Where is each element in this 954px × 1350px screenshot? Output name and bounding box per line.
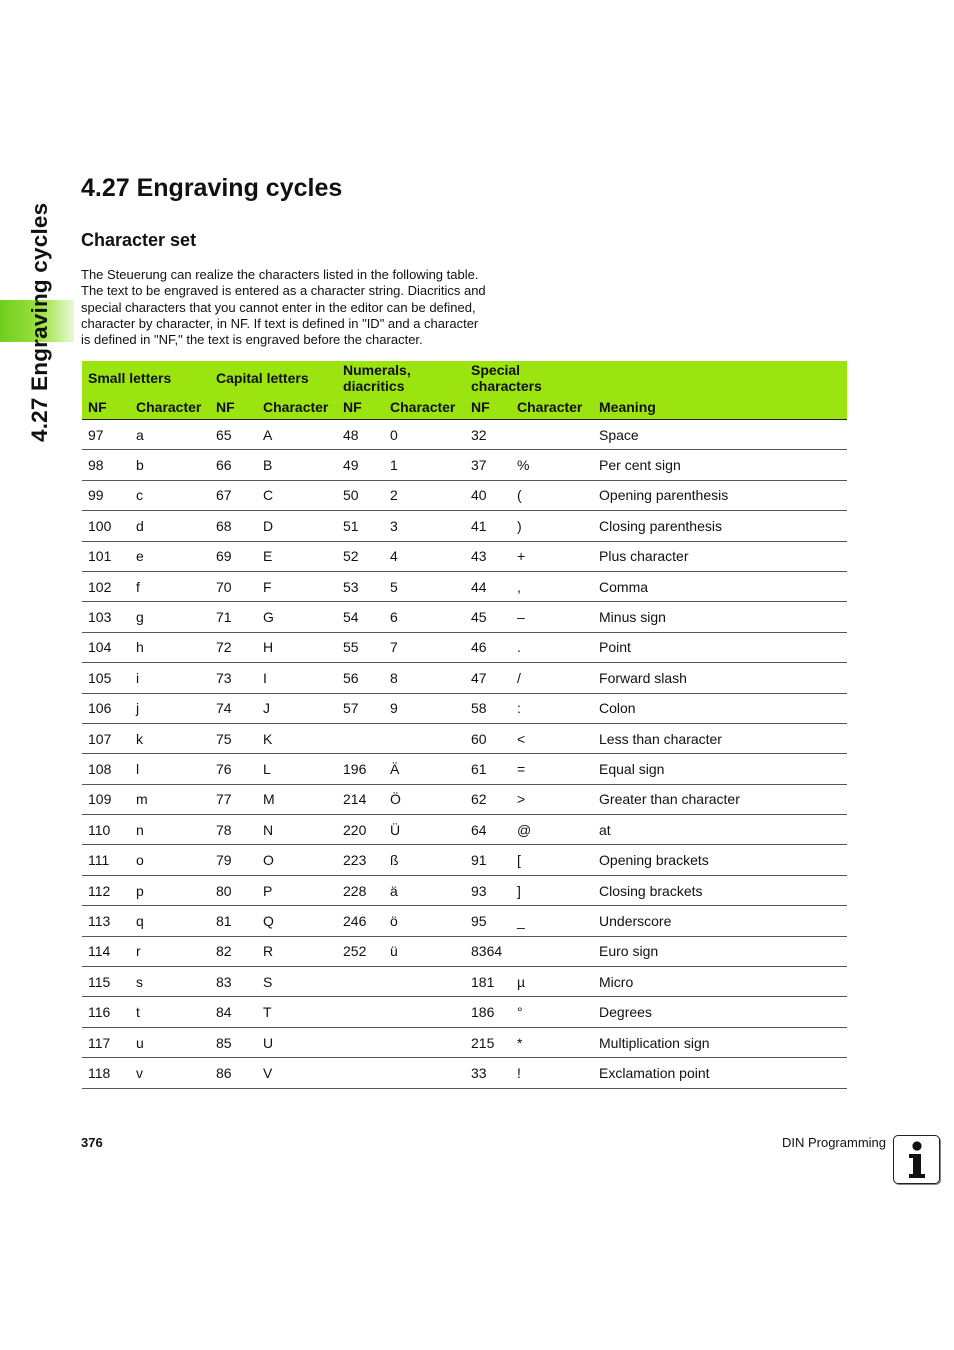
- column-header: NF: [82, 394, 130, 420]
- table-cell: 103: [82, 602, 130, 632]
- table-cell: M: [257, 784, 337, 814]
- table-cell: at: [593, 815, 847, 845]
- table-cell: Per cent sign: [593, 450, 847, 480]
- table-cell: K: [257, 723, 337, 753]
- column-header: NF: [210, 394, 257, 420]
- table-row: [82, 602, 847, 632]
- table-cell: p: [130, 875, 210, 905]
- table-cell: 32: [465, 420, 511, 450]
- table-cell: 84: [210, 997, 257, 1027]
- table-cell: J: [257, 693, 337, 723]
- table-cell: r: [130, 936, 210, 966]
- table-row: [82, 571, 847, 601]
- table-cell: :: [511, 693, 593, 723]
- table-cell: S: [257, 967, 337, 997]
- table-cell: U: [257, 1027, 337, 1057]
- table-cell: 86: [210, 1058, 257, 1088]
- table-cell: 0: [384, 420, 465, 450]
- table-cell: 66: [210, 450, 257, 480]
- table-cell: 117: [82, 1027, 130, 1057]
- table-cell: 48: [337, 420, 384, 450]
- table-cell: 6: [384, 602, 465, 632]
- table-cell: 47: [465, 663, 511, 693]
- table-cell: L: [257, 754, 337, 784]
- table-cell: Degrees: [593, 997, 847, 1027]
- table-cell: O: [257, 845, 337, 875]
- table-cell: m: [130, 784, 210, 814]
- table-cell: 246: [337, 906, 384, 936]
- intro-line: The text to be engraved is entered as a character string. Diacritics and: [81, 283, 486, 299]
- table-cell: Ö: [384, 784, 465, 814]
- table-cell: [384, 1027, 465, 1057]
- table-cell: E: [257, 541, 337, 571]
- table-row: [82, 845, 847, 875]
- table-row: [82, 967, 847, 997]
- table-cell: 37: [465, 450, 511, 480]
- table-cell: 105: [82, 663, 130, 693]
- table-cell: 53: [337, 571, 384, 601]
- table-cell: Opening parenthesis: [593, 480, 847, 510]
- sidebar-chapter-title: 4.27 Engraving cycles: [27, 202, 52, 442]
- table-cell: 220: [337, 815, 384, 845]
- table-cell: 107: [82, 723, 130, 753]
- table-cell: 64: [465, 815, 511, 845]
- table-cell: Forward slash: [593, 663, 847, 693]
- table-cell: Plus character: [593, 541, 847, 571]
- table-cell: 8: [384, 663, 465, 693]
- table-cell: 58: [465, 693, 511, 723]
- table-cell: 118: [82, 1058, 130, 1088]
- table-cell: 110: [82, 815, 130, 845]
- table-cell: 62: [465, 784, 511, 814]
- table-cell: 9: [384, 693, 465, 723]
- intro-line: special characters that you cannot enter in the editor can be defined,: [81, 299, 476, 315]
- table-cell: 93: [465, 875, 511, 905]
- table-cell: 1: [384, 450, 465, 480]
- table-cell: 91: [465, 845, 511, 875]
- table-cell: 74: [210, 693, 257, 723]
- intro-line: is defined in "NF," the text is engraved before the character.: [81, 332, 423, 348]
- intro-line: character by character, in NF. If text is defined in "ID" and a character: [81, 315, 479, 331]
- intro-paragraph: [81, 267, 531, 348]
- table-cell: 71: [210, 602, 257, 632]
- table-cell: !: [511, 1058, 593, 1088]
- group-header-small-letters: Small letters: [88, 369, 172, 386]
- table-cell: Ü: [384, 815, 465, 845]
- table-cell: _: [511, 906, 593, 936]
- table-cell: b: [130, 450, 210, 480]
- table-cell: f: [130, 571, 210, 601]
- table-cell: 54: [337, 602, 384, 632]
- table-row: [82, 480, 847, 510]
- table-cell: [384, 1058, 465, 1088]
- table-cell: 116: [82, 997, 130, 1027]
- table-cell: t: [130, 997, 210, 1027]
- table-cell: 111: [82, 845, 130, 875]
- table-cell: 99: [82, 480, 130, 510]
- table-cell: ß: [384, 845, 465, 875]
- table-cell: i: [130, 663, 210, 693]
- table-cell: 70: [210, 571, 257, 601]
- table-row: [82, 420, 847, 450]
- table-cell: [384, 723, 465, 753]
- table-cell: Less than character: [593, 723, 847, 753]
- table-cell: C: [257, 480, 337, 510]
- table-cell: 109: [82, 784, 130, 814]
- table-cell: B: [257, 450, 337, 480]
- table-cell: 114: [82, 936, 130, 966]
- table-cell: 65: [210, 420, 257, 450]
- table-row: [82, 723, 847, 753]
- table-cell: 72: [210, 632, 257, 662]
- table-cell: A: [257, 420, 337, 450]
- column-header: NF: [465, 394, 511, 420]
- table-cell: j: [130, 693, 210, 723]
- table-cell: Closing parenthesis: [593, 511, 847, 541]
- intro-line: The Steuerung can realize the characters listed in the following table.: [81, 267, 479, 282]
- table-cell: 3: [384, 511, 465, 541]
- table-cell: >: [511, 784, 593, 814]
- table-row: [82, 875, 847, 905]
- table-row: [82, 1027, 847, 1057]
- table-cell: 181: [465, 967, 511, 997]
- table-cell: 85: [210, 1027, 257, 1057]
- table-cell: Greater than character: [593, 784, 847, 814]
- table-row: [82, 1058, 847, 1088]
- table-cell: °: [511, 997, 593, 1027]
- column-header: Meaning: [593, 394, 847, 420]
- table-cell: Exclamation point: [593, 1058, 847, 1088]
- table-row: [82, 693, 847, 723]
- table-row: [82, 815, 847, 845]
- table-cell: 79: [210, 845, 257, 875]
- table-cell: 73: [210, 663, 257, 693]
- table-cell: 40: [465, 480, 511, 510]
- table-cell: T: [257, 997, 337, 1027]
- table-cell: V: [257, 1058, 337, 1088]
- table-cell: 76: [210, 754, 257, 784]
- table-cell: u: [130, 1027, 210, 1057]
- table-cell: 83: [210, 967, 257, 997]
- table-cell: 77: [210, 784, 257, 814]
- table-cell: 57: [337, 693, 384, 723]
- table-cell: <: [511, 723, 593, 753]
- table-cell: 44: [465, 571, 511, 601]
- table-body: [82, 420, 847, 1089]
- table-cell: 252: [337, 936, 384, 966]
- table-row: [82, 450, 847, 480]
- table-cell: 8364: [465, 936, 511, 966]
- table-cell: 49: [337, 450, 384, 480]
- table-cell: Underscore: [593, 906, 847, 936]
- table-cell: 55: [337, 632, 384, 662]
- table-cell: 33: [465, 1058, 511, 1088]
- table-cell: [511, 420, 593, 450]
- group-header-numerals: Numerals, diacritics: [343, 361, 411, 394]
- table-cell: F: [257, 571, 337, 601]
- page-number: 376: [81, 1135, 103, 1150]
- table-cell: ]: [511, 875, 593, 905]
- table-cell: 108: [82, 754, 130, 784]
- table-cell: [337, 1058, 384, 1088]
- table-cell: o: [130, 845, 210, 875]
- table-cell: 45: [465, 602, 511, 632]
- table-cell: 52: [337, 541, 384, 571]
- table-cell: 113: [82, 906, 130, 936]
- table-cell: D: [257, 511, 337, 541]
- table-cell: v: [130, 1058, 210, 1088]
- table-cell: 5: [384, 571, 465, 601]
- table-cell: Colon: [593, 693, 847, 723]
- table-cell: 75: [210, 723, 257, 753]
- table-cell: 106: [82, 693, 130, 723]
- group-header-special-characters: Special characters: [471, 361, 542, 394]
- table-cell: @: [511, 815, 593, 845]
- column-header: Character: [130, 394, 210, 420]
- table-row: [82, 541, 847, 571]
- table-cell: Comma: [593, 571, 847, 601]
- table-cell: 68: [210, 511, 257, 541]
- table-cell: a: [130, 420, 210, 450]
- table-group-header-row: [82, 361, 847, 394]
- table-cell: 56: [337, 663, 384, 693]
- table-cell: ö: [384, 906, 465, 936]
- table-cell: 102: [82, 571, 130, 601]
- table-row: [82, 632, 847, 662]
- table-row: [82, 906, 847, 936]
- table-cell: –: [511, 602, 593, 632]
- table-cell: [384, 967, 465, 997]
- table-cell: c: [130, 480, 210, 510]
- table-cell: [337, 1027, 384, 1057]
- table-cell: ä: [384, 875, 465, 905]
- table-cell: Euro sign: [593, 936, 847, 966]
- table-cell: Point: [593, 632, 847, 662]
- table-cell: 81: [210, 906, 257, 936]
- table-cell: 67: [210, 480, 257, 510]
- table-cell: 78: [210, 815, 257, 845]
- table-cell: H: [257, 632, 337, 662]
- table-column-header-row: [82, 394, 847, 420]
- column-header: Character: [257, 394, 337, 420]
- table-cell: *: [511, 1027, 593, 1057]
- column-header: Character: [384, 394, 465, 420]
- group-header-empty: [593, 361, 847, 394]
- table-cell: 100: [82, 511, 130, 541]
- table-cell: ): [511, 511, 593, 541]
- table-cell: 60: [465, 723, 511, 753]
- table-cell: 4: [384, 541, 465, 571]
- document-title: DIN Programming: [781, 1135, 886, 1150]
- table-cell: =: [511, 754, 593, 784]
- table-cell: P: [257, 875, 337, 905]
- table-cell: l: [130, 754, 210, 784]
- table-cell: [: [511, 845, 593, 875]
- table-cell: N: [257, 815, 337, 845]
- table-cell: ,: [511, 571, 593, 601]
- table-cell: 51: [337, 511, 384, 541]
- table-cell: 41: [465, 511, 511, 541]
- table-cell: 223: [337, 845, 384, 875]
- table-cell: %: [511, 450, 593, 480]
- table-cell: 82: [210, 936, 257, 966]
- table-cell: 50: [337, 480, 384, 510]
- info-icon: [893, 1135, 940, 1184]
- table-cell: Closing brackets: [593, 875, 847, 905]
- table-cell: µ: [511, 967, 593, 997]
- table-cell: Minus sign: [593, 602, 847, 632]
- table-cell: +: [511, 541, 593, 571]
- table-cell: [384, 997, 465, 1027]
- table-cell: 214: [337, 784, 384, 814]
- table-cell: 69: [210, 541, 257, 571]
- table-cell: (: [511, 480, 593, 510]
- table-cell: 186: [465, 997, 511, 1027]
- character-set-table: [82, 361, 847, 1089]
- table-cell: R: [257, 936, 337, 966]
- table-cell: 80: [210, 875, 257, 905]
- table-cell: .: [511, 632, 593, 662]
- table-row: [82, 754, 847, 784]
- table-cell: [337, 723, 384, 753]
- table-row: [82, 511, 847, 541]
- table-cell: 2: [384, 480, 465, 510]
- table-row: [82, 663, 847, 693]
- table-cell: [337, 967, 384, 997]
- column-header: Character: [511, 394, 593, 420]
- table-cell: Micro: [593, 967, 847, 997]
- table-cell: Equal sign: [593, 754, 847, 784]
- table-cell: 228: [337, 875, 384, 905]
- table-cell: I: [257, 663, 337, 693]
- table-cell: /: [511, 663, 593, 693]
- table-cell: 43: [465, 541, 511, 571]
- table-cell: e: [130, 541, 210, 571]
- table-cell: 101: [82, 541, 130, 571]
- table-cell: s: [130, 967, 210, 997]
- table-cell: d: [130, 511, 210, 541]
- table-row: [82, 936, 847, 966]
- table-cell: 98: [82, 450, 130, 480]
- table-cell: Opening brackets: [593, 845, 847, 875]
- table-cell: Multiplication sign: [593, 1027, 847, 1057]
- table-cell: 196: [337, 754, 384, 784]
- table-cell: [337, 997, 384, 1027]
- table-cell: ü: [384, 936, 465, 966]
- table-row: [82, 997, 847, 1027]
- table-cell: [511, 936, 593, 966]
- table-cell: G: [257, 602, 337, 632]
- table-cell: 61: [465, 754, 511, 784]
- table-cell: g: [130, 602, 210, 632]
- table-cell: 215: [465, 1027, 511, 1057]
- table-cell: q: [130, 906, 210, 936]
- table-cell: 95: [465, 906, 511, 936]
- section-title: Character set: [81, 230, 197, 250]
- table-cell: 46: [465, 632, 511, 662]
- table-cell: Space: [593, 420, 847, 450]
- table-cell: 112: [82, 875, 130, 905]
- table-cell: k: [130, 723, 210, 753]
- group-header-capital-letters: Capital letters: [216, 369, 309, 386]
- table-cell: 97: [82, 420, 130, 450]
- column-header: NF: [337, 394, 384, 420]
- page-title: 4.27 Engraving cycles: [81, 174, 343, 202]
- table-cell: n: [130, 815, 210, 845]
- table-cell: h: [130, 632, 210, 662]
- table-cell: 115: [82, 967, 130, 997]
- table-cell: Q: [257, 906, 337, 936]
- table-cell: Ä: [384, 754, 465, 784]
- table-row: [82, 784, 847, 814]
- table-cell: 104: [82, 632, 130, 662]
- table-cell: 7: [384, 632, 465, 662]
